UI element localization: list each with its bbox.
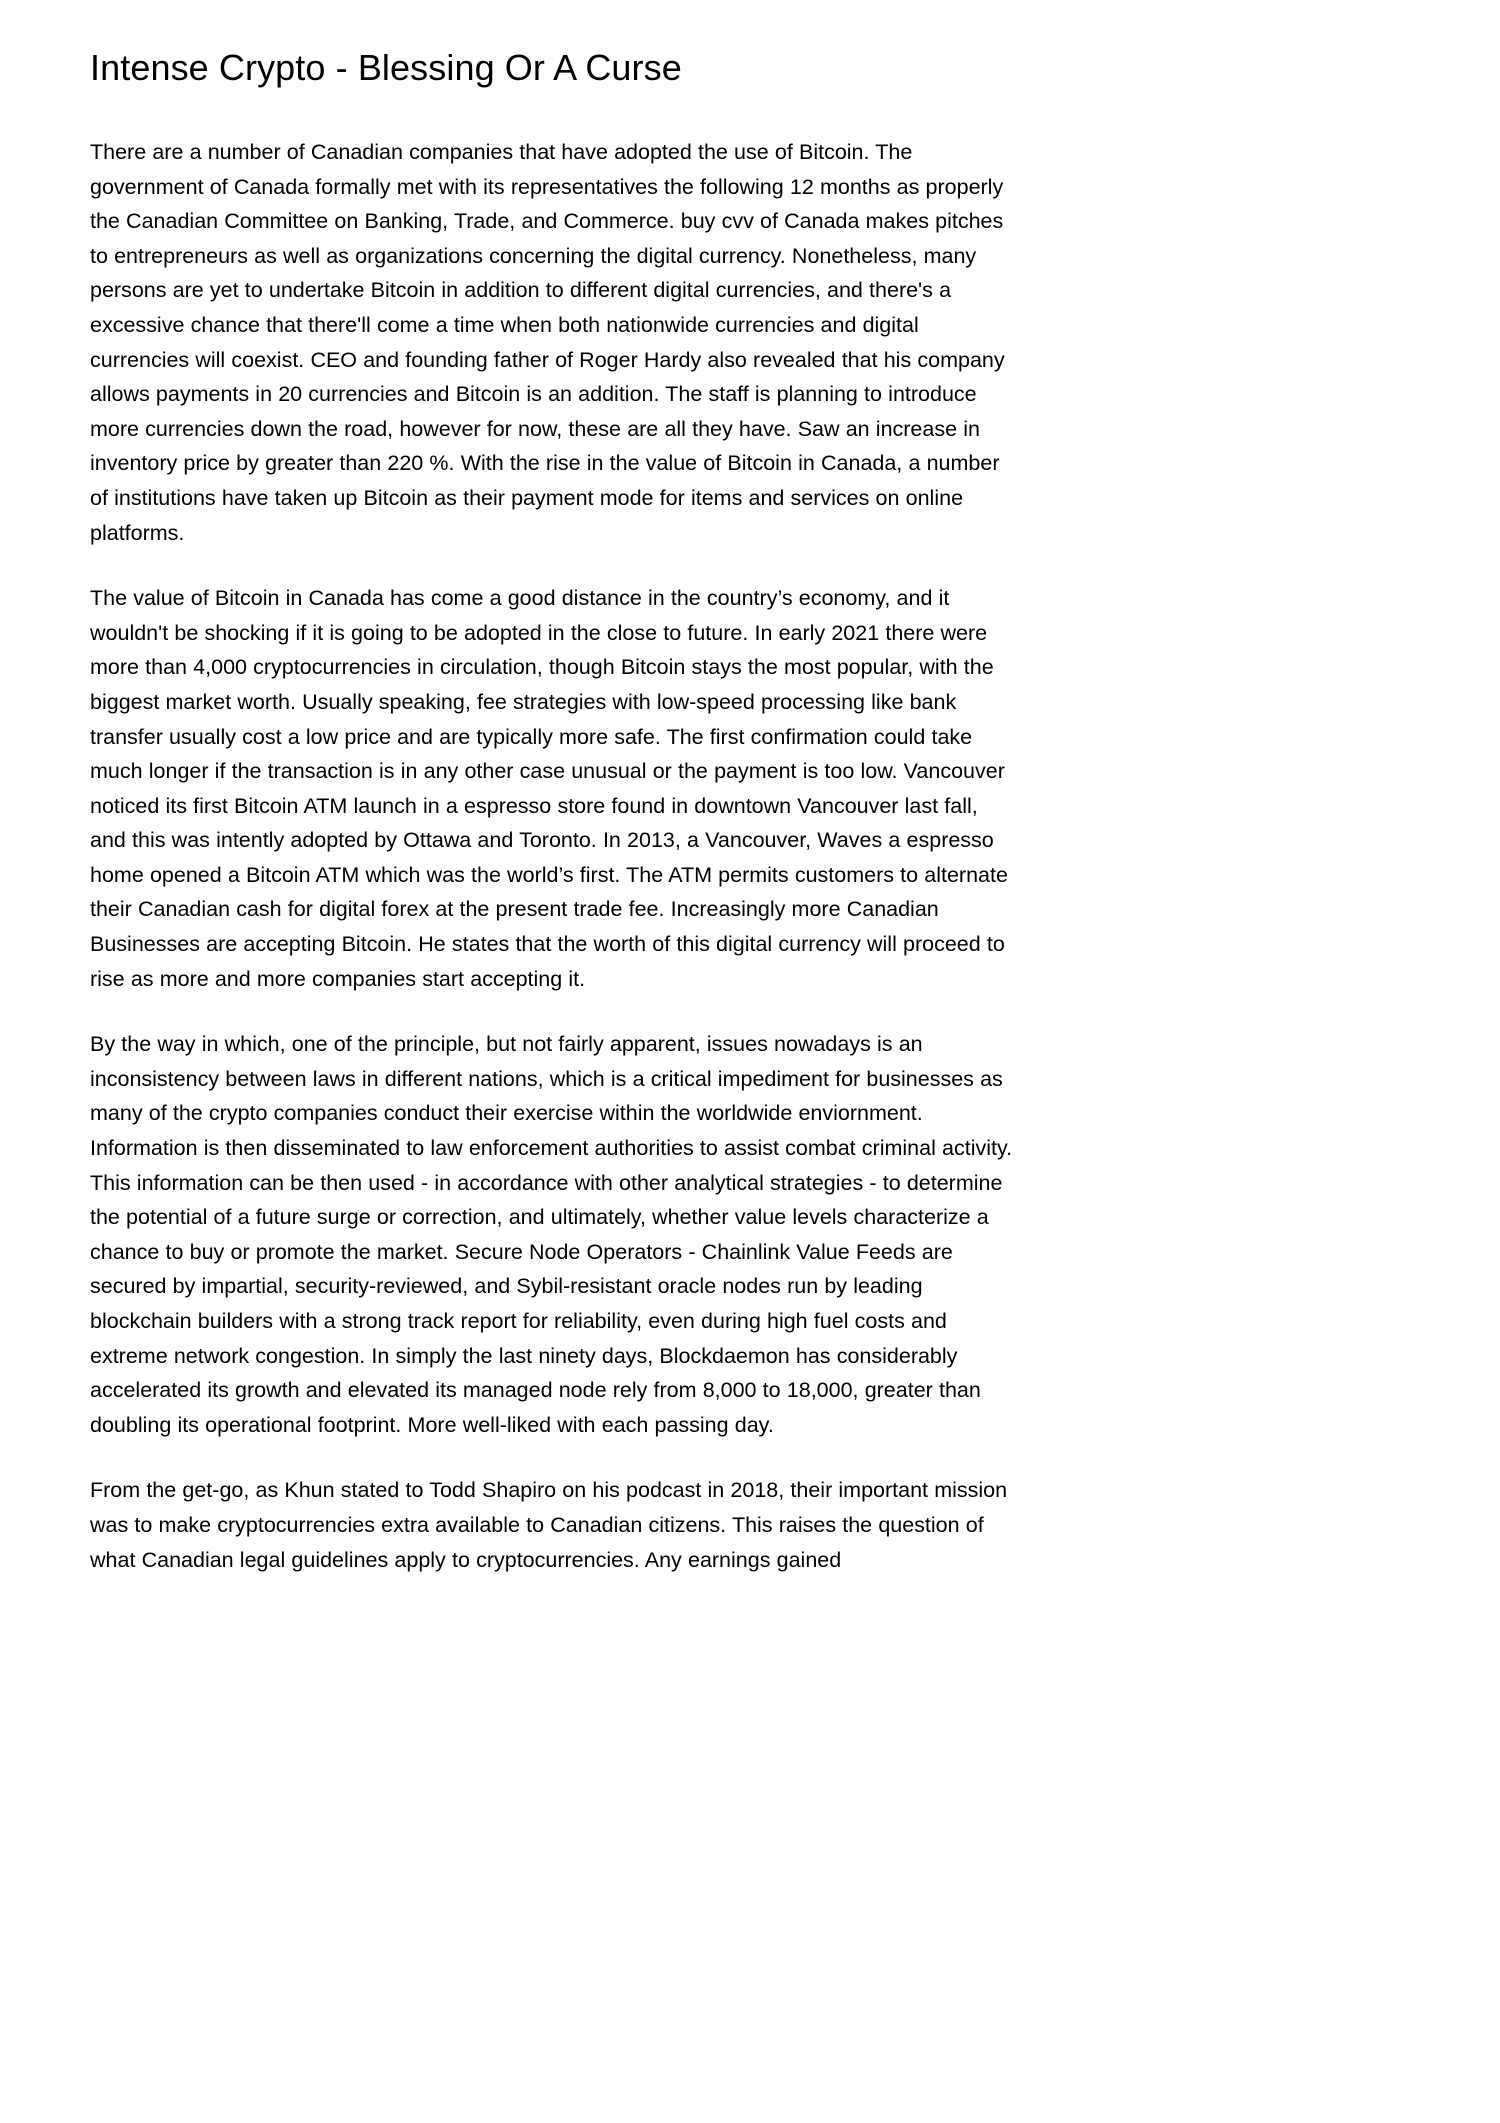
page-title: Intense Crypto - Blessing Or A Curse xyxy=(90,47,682,88)
body-paragraph: There are a number of Canadian companies that have adopted the use of Bitcoin. The government of Canada formally met with its representatives the following 12 months as properly the Canadian Committee on Banking, Trade, and Commerce. buy cvv of Canada makes pitches to entrepreneurs as well as organizations concerning the digital currency. Nonetheless, many persons are yet to undertake Bitcoin in addition to different digital currencies, and there's a excessive chance that there'll come a time when both nationwide currencies and digital currencies will coexist. CEO and founding father of Roger Hardy also revealed that his company allows payments in 20 currencies and Bitcoin is an addition. The staff is planning to introduce more currencies down the road, however for now, these are all they have. Saw an increase in inventory price by greater than 220 %. With the rise in the value of Bitcoin in Canada, a number of institutions have taken up Bitcoin as their payment mode for items and services on online platforms. xyxy=(90,140,1005,545)
body-paragraph: By the way in which, one of the principle, but not fairly apparent, issues nowadays is an inconsistency between laws in different nations, which is a critical impediment for businesses as many of the crypto companies conduct their exercise within the worldwide enviornment. Information is then disseminated to law enforcement authorities to assist combat criminal activity. This information can be then used - in accordance with other analytical strategies - to determine the potential of a future surge or correction, and ultimately, whether value levels characterize a chance to buy or promote the market. Secure Node Operators - Chainlink Value Feeds are secured by impartial, security-reviewed, and Sybil-resistant oracle nodes run by leading blockchain builders with a strong track report for reliability, even during high fuel costs and extreme network congestion. In simply the last ninety days, Blockdaemon has considerably accelerated its growth and elevated its managed node rely from 8,000 to 18,000, greater than doubling its operational footprint. More well-liked with each passing day. xyxy=(90,1032,1013,1437)
article-body xyxy=(90,135,1015,1577)
document-content xyxy=(90,0,1015,1577)
body-paragraph: The value of Bitcoin in Canada has come a good distance in the country’s economy, and it wouldn't be shocking if it is going to be adopted in the close to future. In early 2021 there were more than 4,000 cryptocurrencies in circulation, though Bitcoin stays the most popular, with the biggest market worth. Usually speaking, fee strategies with low-speed processing like bank transfer usually cost a low price and are typically more safe. The first confirmation could take much longer if the transaction is in any other case unusual or the payment is too low. Vancouver noticed its first Bitcoin ATM launch in a espresso store found in downtown Vancouver last fall, and this was intently adopted by Ottawa and Toronto. In 2013, a Vancouver, Waves a espresso home opened a Bitcoin ATM which was the world’s first. The ATM permits customers to alternate their Canadian cash for digital forex at the present trade fee. Increasingly more Canadian Businesses are accepting Bitcoin. He states that the worth of this digital currency will proceed to rise as more and more companies start accepting it. xyxy=(90,586,1008,991)
body-paragraph: From the get-go, as Khun stated to Todd Shapiro on his podcast in 2018, their important mission was to make cryptocurrencies extra available to Canadian citizens. This raises the question of what Canadian legal guidelines apply to cryptocurrencies. Any earnings gained xyxy=(90,1478,1008,1572)
